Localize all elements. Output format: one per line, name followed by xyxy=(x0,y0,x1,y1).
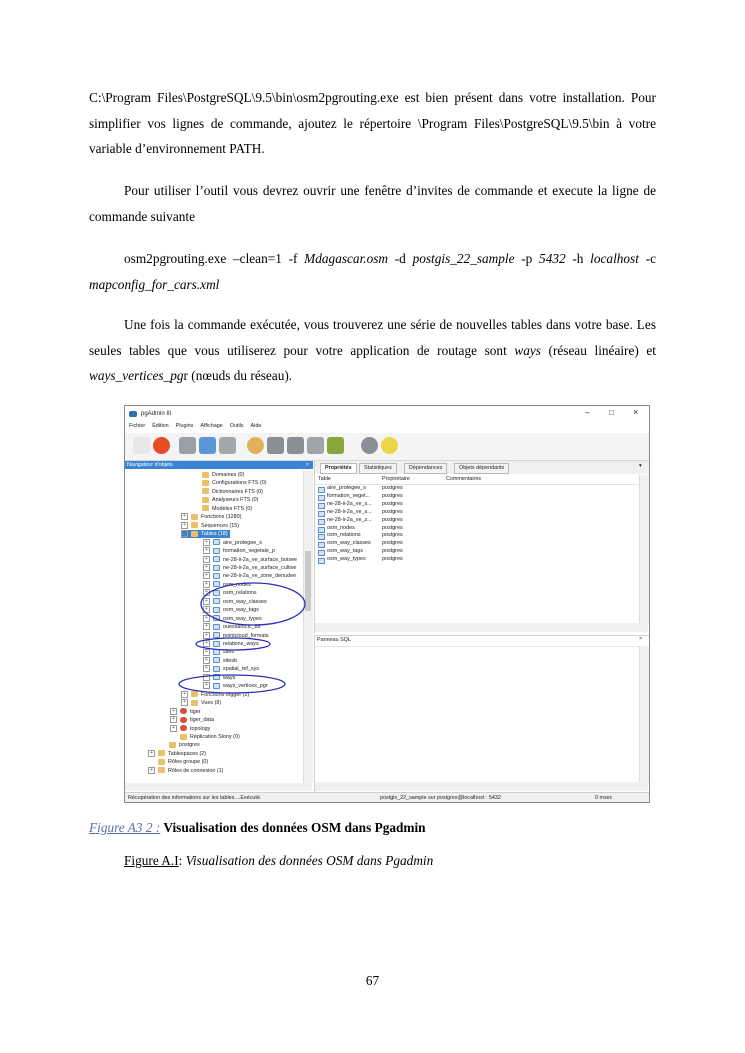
expander-icon[interactable]: − xyxy=(181,530,188,537)
caption-text: Visualisation des données OSM dans Pgadmin xyxy=(160,820,426,835)
cell-table: osm_way_types xyxy=(327,556,366,563)
table-row[interactable] xyxy=(317,525,635,533)
sql-panel xyxy=(314,635,650,792)
expander-icon[interactable]: + xyxy=(203,589,210,596)
tree-item-label: pointcloud_formats xyxy=(223,632,269,639)
properties-panel xyxy=(314,461,650,633)
figure-ref-sep: : xyxy=(178,853,186,868)
tree-item-label: tiger_data xyxy=(190,717,214,724)
table-row[interactable] xyxy=(317,517,635,525)
tree-item-label: ne-28-ii-2a_ve_surface_boisee xyxy=(223,556,298,563)
paragraph-path: C:\Program Files\PostgreSQL\9.5\bin\osm2pgrouting.exe est bien présent dans votre installation. Pour simplifier vos lignes de commande, ajoutez le répertoire \Program Files\PostgreSQL\9.5\bin à votre variable d’environnement PATH. xyxy=(89,90,656,156)
tree-item-label: postgres xyxy=(179,742,200,749)
cmd-part: -d xyxy=(388,251,413,266)
p4-vertices: ways_vertices_pg xyxy=(89,368,184,383)
expander-icon[interactable]: + xyxy=(203,657,210,664)
cell-owner: postgres xyxy=(382,540,403,547)
expander-icon[interactable]: + xyxy=(203,632,210,639)
tree-item-label: Réplication Slony (0) xyxy=(190,733,240,740)
paragraph-instruction: Pour utiliser l’outil vous devrez ouvrir une fenêtre d’invites de commande et execute la ligne de commande suivante xyxy=(89,183,656,224)
sql-editor[interactable] xyxy=(315,646,648,783)
status-time: 0 msec xyxy=(595,795,613,801)
menu-outils[interactable]: Outils xyxy=(229,423,244,429)
cmd-host: localhost xyxy=(590,251,639,266)
cell-table: ne-28-ii-2a_ve_s... xyxy=(327,500,372,507)
col-table[interactable]: Table xyxy=(318,476,331,482)
cell-owner: postgres xyxy=(382,516,403,523)
cmd-part: -c xyxy=(638,251,656,266)
cell-owner: postgres xyxy=(382,556,403,563)
table-row[interactable] xyxy=(317,509,635,517)
cmd-port: 5432 xyxy=(539,251,566,266)
cell-table: ne-28-ii-2a_ve_s... xyxy=(327,508,372,515)
properties-icon[interactable] xyxy=(179,437,196,454)
cell-owner: postgres xyxy=(382,524,403,531)
elephant-icon xyxy=(129,411,137,417)
cell-owner: postgres xyxy=(382,485,403,491)
table-row[interactable] xyxy=(317,556,635,564)
expander-icon[interactable]: + xyxy=(203,649,210,656)
expander-icon[interactable]: + xyxy=(203,572,210,579)
tree-item-label: Fonctions (1280) xyxy=(201,514,242,521)
highlight-ways-ellipse xyxy=(179,675,285,693)
expander-icon[interactable]: + xyxy=(181,522,188,529)
col-owner[interactable]: Propriétaire xyxy=(382,476,410,482)
create-icon[interactable] xyxy=(199,437,216,454)
cell-owner: postgres xyxy=(382,508,403,515)
minimize-button[interactable]: – xyxy=(585,408,590,417)
cmd-part: osm2pgrouting.exe –clean=1 -f xyxy=(124,251,305,266)
highlight-overlay xyxy=(125,461,313,791)
browser-close-icon[interactable]: × xyxy=(305,462,309,468)
expander-icon[interactable]: + xyxy=(181,699,188,706)
tree-item-label: Tables (18) xyxy=(201,531,228,538)
tabs-menu-icon[interactable]: ▾ xyxy=(639,463,642,469)
tree-item-label: spatial_ref_sys xyxy=(223,666,259,673)
expander-icon[interactable]: + xyxy=(203,598,210,605)
window-title-bar xyxy=(125,406,649,423)
p4-text: Une fois la commande exécutée, vous trouverez une série de nouvelles tables dans votre base. Les seules tables que vous utiliserez pour votre application de routage sont xyxy=(89,317,656,358)
sql-icon[interactable] xyxy=(247,437,264,454)
expander-icon[interactable]: + xyxy=(203,581,210,588)
expander-icon[interactable]: + xyxy=(203,665,210,672)
maximize-button[interactable]: □ xyxy=(609,408,614,417)
maintenance-icon[interactable] xyxy=(307,437,324,454)
tree-item-label: osm_way_types xyxy=(223,615,262,622)
plugins-icon[interactable] xyxy=(327,437,344,454)
object-browser xyxy=(125,461,313,791)
table-icon xyxy=(318,558,325,564)
expander-icon[interactable]: + xyxy=(148,750,155,757)
tree-item-label: osm_nodes xyxy=(223,581,251,588)
table-row[interactable] xyxy=(317,548,635,556)
cmd-db: postgis_22_sample xyxy=(412,251,515,266)
highlight-relations-ellipse xyxy=(196,638,270,650)
cell-owner: postgres xyxy=(382,500,403,507)
paragraph-tables xyxy=(89,312,656,389)
tree-item-label: sites xyxy=(223,649,235,656)
toolbar xyxy=(125,433,649,461)
browser-title: Navigateur d'objets xyxy=(127,462,173,468)
refresh-icon[interactable] xyxy=(153,437,170,454)
figure-reference xyxy=(124,851,433,871)
tab-objets-dependants[interactable]: Objets dépendants xyxy=(454,463,509,474)
tree-item-label: Séquences (15) xyxy=(201,522,240,529)
expander-icon[interactable]: + xyxy=(203,539,210,546)
expander-icon[interactable]: + xyxy=(203,606,210,613)
caption-label[interactable]: Figure A3 2 : xyxy=(89,820,161,835)
expander-icon[interactable]: + xyxy=(181,513,188,520)
expander-icon[interactable]: + xyxy=(170,716,177,723)
tab-proprietes[interactable]: Propriétés xyxy=(320,463,357,474)
tree-item-label: ways_vertices_pgr xyxy=(223,683,268,690)
cell-owner: postgres xyxy=(382,492,403,499)
table-row[interactable] xyxy=(317,540,635,548)
expander-icon[interactable]: + xyxy=(203,640,210,647)
highlight-osm-ellipse xyxy=(201,583,305,625)
expander-icon[interactable]: + xyxy=(203,564,210,571)
table-grid xyxy=(315,485,637,623)
tree-item-label: osm_relations xyxy=(223,590,257,597)
expander-icon[interactable]: + xyxy=(203,547,210,554)
menu-fichier[interactable]: Fichier xyxy=(129,423,146,429)
figure-ref-text: Visualisation des données OSM dans Pgadmin xyxy=(185,853,434,868)
tree-item-label: Vues (8) xyxy=(201,700,222,707)
window-title: pgAdmin III xyxy=(141,411,172,417)
filter-data-icon[interactable] xyxy=(287,437,304,454)
cmd-part: -p xyxy=(514,251,540,266)
cell-owner: postgres xyxy=(382,548,403,555)
grid-scrollbar[interactable] xyxy=(639,475,649,623)
status-left: Récupération des informations sur les tables....Exécuté. xyxy=(128,795,262,801)
tree-item-label: aire_protegee_s xyxy=(223,539,262,546)
expander-icon[interactable]: + xyxy=(203,615,210,622)
tree-item-label: tiger xyxy=(190,708,201,715)
tree-item-label: Modèles FTS (0) xyxy=(212,505,253,512)
drop-icon[interactable] xyxy=(219,437,236,454)
table-row[interactable] xyxy=(317,501,635,509)
tree-item-label: ouessantclc_89 xyxy=(223,624,261,631)
tree-item-label: ne-28-ii-2a_ve_zone_denudee xyxy=(223,573,297,580)
view-data-icon[interactable] xyxy=(267,437,284,454)
cell-table: osm_relations xyxy=(327,532,361,539)
pgadmin-screenshot xyxy=(124,405,650,803)
table-row[interactable] xyxy=(317,493,635,501)
tree-item-label: osm_way_tags xyxy=(223,607,259,614)
tree-item-label: formation_vegetale_p xyxy=(223,548,275,555)
expander-icon[interactable]: + xyxy=(148,767,155,774)
expander-icon[interactable]: + xyxy=(203,674,210,681)
tab-dependances[interactable]: Dépendances xyxy=(404,463,447,474)
page-number: 67 xyxy=(365,973,380,988)
tree-item-label: sitesb xyxy=(223,657,238,664)
cmd-config: mapconfig_for_cars.xml xyxy=(89,276,220,292)
figure-caption xyxy=(89,818,426,838)
tree-item-label: Rôles groupe (0) xyxy=(168,759,209,766)
tree-item-label: ways xyxy=(223,674,236,681)
grid-hscrollbar[interactable] xyxy=(315,623,648,632)
tree-item-label: Domaines (0) xyxy=(212,472,245,478)
menu-aide[interactable]: Aide xyxy=(250,423,262,429)
tree-item-label: Dictionnaires FTS (0) xyxy=(212,488,263,495)
p4-text: r (nœuds du réseau). xyxy=(183,368,293,383)
cmd-part: -h xyxy=(565,251,591,266)
expander-icon[interactable]: + xyxy=(170,708,177,715)
grid-header xyxy=(315,475,639,485)
tree-item-label: relations_ways xyxy=(223,641,259,647)
sql-close-icon[interactable]: × xyxy=(639,636,643,642)
close-button[interactable]: × xyxy=(633,407,639,417)
command-line xyxy=(89,246,656,297)
menu-edition[interactable]: Édition xyxy=(152,423,169,429)
tree-item-label: osm_way_classes xyxy=(223,598,267,605)
status-connection: postgis_22_sample sur postgres@localhost : 5432 xyxy=(380,795,501,801)
expander-icon[interactable]: + xyxy=(203,623,210,630)
cell-table: osm_way_classes xyxy=(327,540,371,547)
cmd-file: Mdagascar.osm xyxy=(304,251,389,266)
tree-item-label: Fonctions trigger (2) xyxy=(201,691,250,698)
tree-item-label: Analyseurs FTS (0) xyxy=(212,497,259,504)
connect-icon[interactable] xyxy=(133,437,150,454)
tree-item-label: topology xyxy=(190,725,211,732)
cell-table: osm_way_tags xyxy=(327,548,363,555)
cell-table: ne-28-ii-2a_ve_z... xyxy=(327,516,372,523)
table-row[interactable] xyxy=(317,532,635,540)
cell-table: formation_veget... xyxy=(327,492,371,499)
expander-icon[interactable]: + xyxy=(203,556,210,563)
menu-bar xyxy=(125,423,649,433)
expander-icon[interactable]: + xyxy=(203,682,210,689)
help-icon[interactable] xyxy=(381,437,398,454)
menu-plugins[interactable]: Plugins xyxy=(175,423,194,429)
table-row[interactable] xyxy=(317,485,635,493)
col-comments[interactable]: Commentaires xyxy=(446,476,482,482)
tree-item-label: Configurations FTS (0) xyxy=(212,480,267,487)
expander-icon[interactable]: + xyxy=(170,725,177,732)
tree-item-label: Rôles de connexion (1) xyxy=(168,767,224,774)
tree-item-label: Tablespaces (2) xyxy=(168,750,207,757)
figure-ref-label: Figure A.I xyxy=(124,853,179,868)
sql-panel-title: Panneau SQL xyxy=(317,637,351,643)
tabs-bar xyxy=(315,461,650,474)
sql-scrollbar[interactable] xyxy=(639,646,649,782)
menu-affichage[interactable]: Affichage xyxy=(200,423,223,429)
cell-table: osm_nodes xyxy=(327,524,355,531)
cell-table: aire_protegee_s xyxy=(327,485,366,491)
hint-icon[interactable] xyxy=(361,437,378,454)
cell-owner: postgres xyxy=(382,532,403,539)
tree-item-label: ne-28-ii-2a_ve_surface_cultive xyxy=(223,564,297,571)
expander-icon[interactable]: + xyxy=(181,691,188,698)
p4-text: (réseau linéaire) et xyxy=(540,342,656,358)
p4-ways: ways xyxy=(514,342,541,358)
tab-statistiques[interactable]: Statistiques xyxy=(359,463,397,474)
sql-hscrollbar[interactable] xyxy=(315,782,648,791)
status-bar xyxy=(125,792,649,803)
